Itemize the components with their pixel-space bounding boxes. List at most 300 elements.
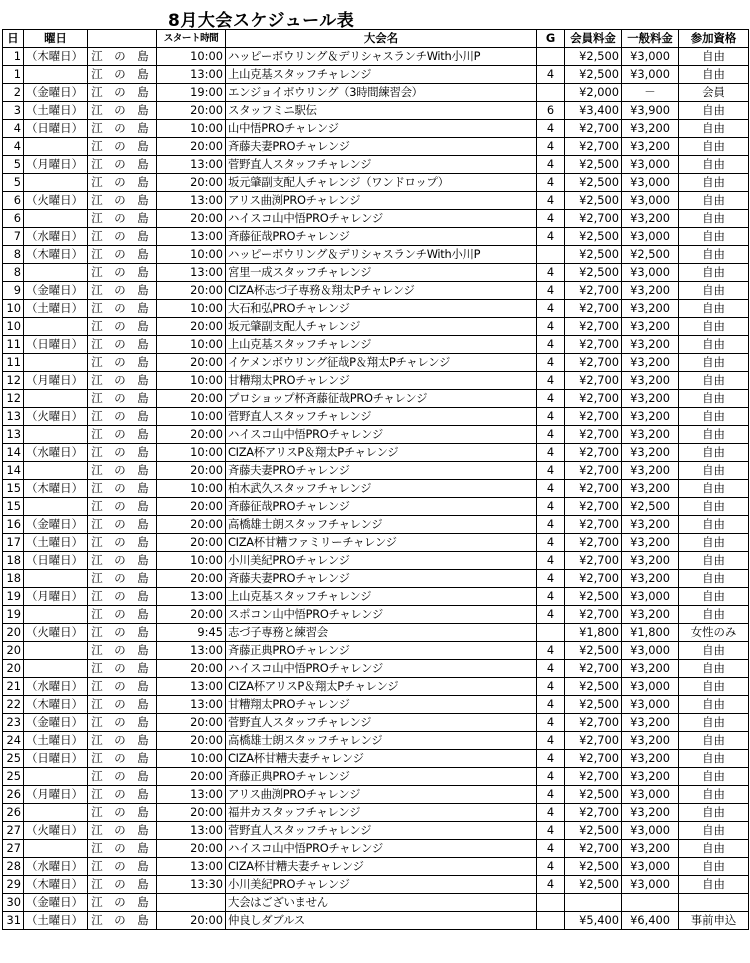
cell-venue: 江 の 島 [88, 642, 157, 660]
cell-member-fee: ¥2,500 [565, 156, 622, 174]
cell-day: 9 [3, 282, 24, 300]
cell-general-fee: ¥3,000 [622, 588, 679, 606]
schedule-body [3, 48, 749, 930]
cell-games: 4 [537, 570, 565, 588]
table-row [3, 480, 749, 498]
cell-start-time: 13:30 [157, 876, 226, 894]
cell-dow: （土曜日） [24, 102, 88, 120]
cell-day: 13 [3, 408, 24, 426]
cell-dow: （日曜日） [24, 120, 88, 138]
cell-dow: （水曜日） [24, 228, 88, 246]
cell-general-fee: ¥3,200 [622, 138, 679, 156]
cell-event-name: ハイスコ山中悟PROチャレンジ [226, 660, 537, 678]
cell-dow: （金曜日） [24, 516, 88, 534]
cell-venue: 江 の 島 [88, 534, 157, 552]
cell-member-fee: ¥2,700 [565, 516, 622, 534]
cell-general-fee: ¥3,200 [622, 840, 679, 858]
cell-dow: （月曜日） [24, 372, 88, 390]
cell-member-fee: ¥2,500 [565, 696, 622, 714]
cell-day: 31 [3, 912, 24, 930]
cell-venue: 江 の 島 [88, 588, 157, 606]
cell-venue: 江 の 島 [88, 786, 157, 804]
cell-dow: （土曜日） [24, 534, 88, 552]
cell-member-fee: ¥2,700 [565, 318, 622, 336]
cell-day: 16 [3, 516, 24, 534]
cell-dow: （木曜日） [24, 480, 88, 498]
cell-day: 18 [3, 570, 24, 588]
cell-general-fee: ¥3,200 [622, 336, 679, 354]
cell-start-time: 20:00 [157, 606, 226, 624]
cell-games: 4 [537, 192, 565, 210]
table-row [3, 786, 749, 804]
cell-eligibility: 自由 [679, 732, 749, 750]
cell-general-fee: ¥3,200 [622, 570, 679, 588]
cell-start-time: 20:00 [157, 462, 226, 480]
cell-general-fee: ¥3,000 [622, 642, 679, 660]
cell-dow: （日曜日） [24, 552, 88, 570]
cell-member-fee: ¥2,500 [565, 192, 622, 210]
cell-venue: 江 の 島 [88, 750, 157, 768]
cell-venue: 江 の 島 [88, 822, 157, 840]
cell-general-fee: ¥3,200 [622, 768, 679, 786]
cell-event-name: ハッピーボウリング＆デリシャスランチWith小川P [226, 246, 537, 264]
table-row [3, 804, 749, 822]
cell-start-time: 20:00 [157, 840, 226, 858]
cell-dow: （土曜日） [24, 300, 88, 318]
cell-venue: 江 の 島 [88, 480, 157, 498]
cell-eligibility: 自由 [679, 786, 749, 804]
cell-dow: （火曜日） [24, 192, 88, 210]
cell-day: 7 [3, 228, 24, 246]
cell-dow [24, 768, 88, 786]
table-row [3, 534, 749, 552]
cell-member-fee: ¥3,400 [565, 102, 622, 120]
table-row [3, 318, 749, 336]
cell-start-time: 13:00 [157, 678, 226, 696]
cell-dow: （金曜日） [24, 282, 88, 300]
cell-general-fee: ¥3,000 [622, 228, 679, 246]
table-row [3, 444, 749, 462]
cell-general-fee: ¥3,200 [622, 606, 679, 624]
cell-dow [24, 840, 88, 858]
cell-day: 11 [3, 354, 24, 372]
cell-general-fee: ¥3,000 [622, 858, 679, 876]
cell-member-fee: ¥2,500 [565, 174, 622, 192]
cell-start-time: 20:00 [157, 282, 226, 300]
header-event-name: 大会名 [226, 30, 537, 48]
cell-eligibility: 自由 [679, 120, 749, 138]
cell-start-time: 13:00 [157, 858, 226, 876]
cell-eligibility: 自由 [679, 534, 749, 552]
table-row [3, 462, 749, 480]
cell-day: 1 [3, 48, 24, 66]
cell-venue: 江 の 島 [88, 426, 157, 444]
cell-games: 4 [537, 588, 565, 606]
cell-event-name: 小川美紀PROチャレンジ [226, 552, 537, 570]
cell-member-fee: ¥2,500 [565, 876, 622, 894]
cell-start-time: 20:00 [157, 318, 226, 336]
table-row [3, 732, 749, 750]
cell-start-time: 13:00 [157, 822, 226, 840]
cell-member-fee: ¥2,500 [565, 246, 622, 264]
cell-games: 4 [537, 732, 565, 750]
cell-venue: 江 の 島 [88, 714, 157, 732]
table-row [3, 408, 749, 426]
cell-games: 4 [537, 210, 565, 228]
cell-games: 4 [537, 840, 565, 858]
cell-eligibility: 自由 [679, 840, 749, 858]
cell-eligibility: 自由 [679, 336, 749, 354]
cell-event-name: アリス曲渕PROチャレンジ [226, 192, 537, 210]
cell-venue: 江 の 島 [88, 804, 157, 822]
cell-member-fee: ¥2,700 [565, 534, 622, 552]
cell-eligibility: 自由 [679, 372, 749, 390]
cell-general-fee: ¥3,200 [622, 372, 679, 390]
table-row [3, 174, 749, 192]
cell-start-time: 13:00 [157, 264, 226, 282]
cell-start-time: 20:00 [157, 138, 226, 156]
cell-start-time: 10:00 [157, 300, 226, 318]
cell-day: 25 [3, 750, 24, 768]
cell-games: 4 [537, 174, 565, 192]
cell-dow [24, 138, 88, 156]
cell-member-fee: ¥2,700 [565, 498, 622, 516]
cell-day: 25 [3, 768, 24, 786]
cell-eligibility: 女性のみ [679, 624, 749, 642]
cell-day: 22 [3, 696, 24, 714]
cell-general-fee: ¥3,200 [622, 660, 679, 678]
cell-member-fee: ¥2,500 [565, 588, 622, 606]
cell-day: 26 [3, 786, 24, 804]
table-row [3, 228, 749, 246]
cell-event-name: 宮里一成スタッフチャレンジ [226, 264, 537, 282]
cell-general-fee: ¥3,200 [622, 426, 679, 444]
cell-day: 20 [3, 660, 24, 678]
table-row [3, 570, 749, 588]
cell-general-fee: ¥3,200 [622, 714, 679, 732]
cell-event-name: 柏木武久スタッフチャレンジ [226, 480, 537, 498]
cell-games: 4 [537, 534, 565, 552]
cell-general-fee: ¥3,200 [622, 750, 679, 768]
cell-day: 10 [3, 300, 24, 318]
cell-member-fee: ¥2,700 [565, 372, 622, 390]
cell-games: 4 [537, 750, 565, 768]
cell-games [537, 894, 565, 912]
cell-member-fee: ¥2,700 [565, 354, 622, 372]
cell-start-time: 20:00 [157, 660, 226, 678]
table-row [3, 840, 749, 858]
header-row [3, 30, 749, 48]
table-row [3, 768, 749, 786]
cell-general-fee: ¥3,200 [622, 732, 679, 750]
cell-member-fee: ¥2,500 [565, 66, 622, 84]
cell-member-fee [565, 894, 622, 912]
table-row [3, 696, 749, 714]
cell-day: 18 [3, 552, 24, 570]
cell-day: 20 [3, 642, 24, 660]
cell-event-name: 大石和弘PROチャレンジ [226, 300, 537, 318]
cell-member-fee: ¥2,700 [565, 282, 622, 300]
table-row [3, 390, 749, 408]
cell-day: 3 [3, 102, 24, 120]
cell-start-time: 9:45 [157, 624, 226, 642]
cell-eligibility: 自由 [679, 876, 749, 894]
cell-games: 4 [537, 264, 565, 282]
cell-member-fee: ¥2,500 [565, 228, 622, 246]
cell-start-time: 20:00 [157, 804, 226, 822]
cell-member-fee: ¥2,700 [565, 606, 622, 624]
cell-day: 28 [3, 858, 24, 876]
cell-games: 4 [537, 660, 565, 678]
table-row [3, 120, 749, 138]
cell-start-time: 20:00 [157, 570, 226, 588]
cell-start-time: 20:00 [157, 732, 226, 750]
cell-day: 12 [3, 390, 24, 408]
cell-start-time: 20:00 [157, 102, 226, 120]
cell-start-time: 10:00 [157, 444, 226, 462]
cell-start-time: 20:00 [157, 498, 226, 516]
cell-event-name: 仲良しダブルス [226, 912, 537, 930]
cell-venue: 江 の 島 [88, 48, 157, 66]
cell-member-fee: ¥2,000 [565, 84, 622, 102]
cell-venue: 江 の 島 [88, 660, 157, 678]
table-row [3, 822, 749, 840]
table-row [3, 336, 749, 354]
cell-dow [24, 606, 88, 624]
cell-member-fee: ¥2,500 [565, 48, 622, 66]
cell-event-name: スポコン山中悟PROチャレンジ [226, 606, 537, 624]
cell-dow: （月曜日） [24, 786, 88, 804]
cell-member-fee: ¥2,700 [565, 714, 622, 732]
table-row [3, 624, 749, 642]
cell-dow [24, 642, 88, 660]
cell-dow [24, 660, 88, 678]
cell-event-name: 斉藤正典PROチャレンジ [226, 768, 537, 786]
cell-event-name: スタッフミニ駅伝 [226, 102, 537, 120]
cell-dow [24, 210, 88, 228]
cell-venue: 江 の 島 [88, 318, 157, 336]
cell-eligibility: 自由 [679, 246, 749, 264]
cell-day: 23 [3, 714, 24, 732]
table-row [3, 894, 749, 912]
cell-games: 4 [537, 696, 565, 714]
cell-event-name: 甘糟翔太PROチャレンジ [226, 696, 537, 714]
cell-day: 4 [3, 138, 24, 156]
cell-venue: 江 の 島 [88, 156, 157, 174]
cell-eligibility: 自由 [679, 606, 749, 624]
table-row [3, 84, 749, 102]
cell-general-fee: ¥3,200 [622, 120, 679, 138]
cell-day: 15 [3, 480, 24, 498]
header-member-fee: 会員料金 [565, 30, 622, 48]
cell-games: 4 [537, 120, 565, 138]
table-row [3, 372, 749, 390]
cell-eligibility: 自由 [679, 210, 749, 228]
cell-dow: （金曜日） [24, 714, 88, 732]
cell-eligibility: 自由 [679, 192, 749, 210]
cell-event-name: 高橋雄士朗スタッフチャレンジ [226, 732, 537, 750]
cell-dow: （木曜日） [24, 48, 88, 66]
cell-games: 4 [537, 408, 565, 426]
cell-eligibility: 自由 [679, 66, 749, 84]
cell-member-fee: ¥2,700 [565, 750, 622, 768]
cell-start-time [157, 894, 226, 912]
cell-member-fee: ¥2,700 [565, 336, 622, 354]
cell-general-fee: ¥3,200 [622, 516, 679, 534]
cell-venue: 江 の 島 [88, 858, 157, 876]
cell-venue: 江 の 島 [88, 516, 157, 534]
cell-games: 4 [537, 516, 565, 534]
cell-general-fee: ¥3,000 [622, 156, 679, 174]
cell-games: 4 [537, 480, 565, 498]
cell-games: 4 [537, 156, 565, 174]
cell-day: 20 [3, 624, 24, 642]
cell-event-name: CIZA杯甘糟夫妻チャレンジ [226, 858, 537, 876]
table-row [3, 138, 749, 156]
cell-dow: （火曜日） [24, 624, 88, 642]
table-row [3, 642, 749, 660]
cell-dow [24, 570, 88, 588]
cell-start-time: 10:00 [157, 372, 226, 390]
cell-eligibility: 自由 [679, 138, 749, 156]
table-row [3, 210, 749, 228]
cell-eligibility: 自由 [679, 264, 749, 282]
cell-venue: 江 の 島 [88, 210, 157, 228]
table-row [3, 660, 749, 678]
cell-day: 21 [3, 678, 24, 696]
cell-start-time: 20:00 [157, 516, 226, 534]
header-games: G [537, 30, 565, 48]
cell-dow: （水曜日） [24, 678, 88, 696]
cell-venue: 江 の 島 [88, 678, 157, 696]
cell-start-time: 13:00 [157, 642, 226, 660]
cell-day: 15 [3, 498, 24, 516]
table-row [3, 516, 749, 534]
cell-day: 27 [3, 822, 24, 840]
cell-eligibility [679, 894, 749, 912]
cell-event-name: CIZA杯甘糟夫妻チャレンジ [226, 750, 537, 768]
cell-day: 11 [3, 336, 24, 354]
cell-dow: （木曜日） [24, 246, 88, 264]
cell-venue: 江 の 島 [88, 282, 157, 300]
cell-eligibility: 自由 [679, 318, 749, 336]
cell-games: 4 [537, 858, 565, 876]
cell-general-fee: ¥3,200 [622, 552, 679, 570]
cell-games [537, 624, 565, 642]
cell-general-fee: ¥3,000 [622, 192, 679, 210]
cell-general-fee: ¥2,500 [622, 246, 679, 264]
cell-eligibility: 自由 [679, 156, 749, 174]
table-row [3, 588, 749, 606]
cell-eligibility: 自由 [679, 678, 749, 696]
cell-venue: 江 の 島 [88, 300, 157, 318]
cell-start-time: 13:00 [157, 696, 226, 714]
cell-event-name: 甘糟翔太PROチャレンジ [226, 372, 537, 390]
cell-dow [24, 804, 88, 822]
cell-dow: （火曜日） [24, 408, 88, 426]
header-eligibility: 参加資格 [679, 30, 749, 48]
cell-eligibility: 自由 [679, 642, 749, 660]
cell-eligibility: 自由 [679, 390, 749, 408]
cell-member-fee: ¥2,700 [565, 732, 622, 750]
cell-event-name: 坂元肇副支配人チャレンジ（ワンドロップ） [226, 174, 537, 192]
cell-member-fee: ¥2,700 [565, 390, 622, 408]
cell-general-fee: ¥3,000 [622, 678, 679, 696]
cell-member-fee: ¥2,700 [565, 426, 622, 444]
cell-general-fee: ¥3,000 [622, 264, 679, 282]
cell-day: 5 [3, 174, 24, 192]
header-day: 日 [3, 30, 24, 48]
cell-general-fee: ¥3,200 [622, 462, 679, 480]
cell-day: 19 [3, 588, 24, 606]
cell-general-fee [622, 894, 679, 912]
cell-games: 4 [537, 606, 565, 624]
cell-day: 2 [3, 84, 24, 102]
cell-event-name: 上山克基スタッフチャレンジ [226, 588, 537, 606]
schedule-table [2, 29, 749, 930]
cell-eligibility: 事前申込 [679, 912, 749, 930]
cell-event-name: 斉藤征哉PROチャレンジ [226, 498, 537, 516]
cell-eligibility: 自由 [679, 48, 749, 66]
cell-day: 8 [3, 246, 24, 264]
cell-games: 4 [537, 426, 565, 444]
cell-games: 4 [537, 768, 565, 786]
cell-event-name: CIZA杯志づ子専務＆翔太Pチャレンジ [226, 282, 537, 300]
cell-member-fee: ¥5,400 [565, 912, 622, 930]
cell-games [537, 48, 565, 66]
table-row [3, 426, 749, 444]
cell-day: 4 [3, 120, 24, 138]
cell-start-time: 13:00 [157, 786, 226, 804]
cell-event-name: CIZA杯アリスP＆翔太Pチャレンジ [226, 678, 537, 696]
cell-member-fee: ¥2,500 [565, 858, 622, 876]
cell-member-fee: ¥2,500 [565, 786, 622, 804]
cell-venue: 江 の 島 [88, 372, 157, 390]
cell-day: 24 [3, 732, 24, 750]
cell-event-name: 斉藤征哉PROチャレンジ [226, 228, 537, 246]
cell-dow: （金曜日） [24, 84, 88, 102]
cell-general-fee: ¥3,200 [622, 210, 679, 228]
cell-member-fee: ¥2,700 [565, 444, 622, 462]
cell-general-fee: ¥2,500 [622, 498, 679, 516]
cell-general-fee: ¥3,000 [622, 822, 679, 840]
cell-dow: （水曜日） [24, 444, 88, 462]
header-general-fee: 一般料金 [622, 30, 679, 48]
table-row [3, 714, 749, 732]
cell-dow: （月曜日） [24, 156, 88, 174]
cell-dow: （土曜日） [24, 912, 88, 930]
table-row [3, 192, 749, 210]
cell-eligibility: 自由 [679, 462, 749, 480]
cell-games: 4 [537, 372, 565, 390]
cell-event-name: 志づ子専務と練習会 [226, 624, 537, 642]
cell-day: 14 [3, 444, 24, 462]
cell-eligibility: 自由 [679, 408, 749, 426]
table-row [3, 912, 749, 930]
cell-event-name: CIZA杯アリスP＆翔太Pチャレンジ [226, 444, 537, 462]
cell-event-name: ハイスコ山中悟PROチャレンジ [226, 840, 537, 858]
cell-venue: 江 の 島 [88, 354, 157, 372]
cell-venue: 江 の 島 [88, 336, 157, 354]
cell-event-name: 坂元肇副支配人チャレンジ [226, 318, 537, 336]
cell-venue: 江 の 島 [88, 552, 157, 570]
cell-event-name: ハッピーボウリング＆デリシャスランチWith小川P [226, 48, 537, 66]
cell-member-fee: ¥2,500 [565, 264, 622, 282]
cell-venue: 江 の 島 [88, 876, 157, 894]
cell-games: 4 [537, 822, 565, 840]
cell-general-fee: ¥6,400 [622, 912, 679, 930]
cell-member-fee: ¥2,700 [565, 660, 622, 678]
